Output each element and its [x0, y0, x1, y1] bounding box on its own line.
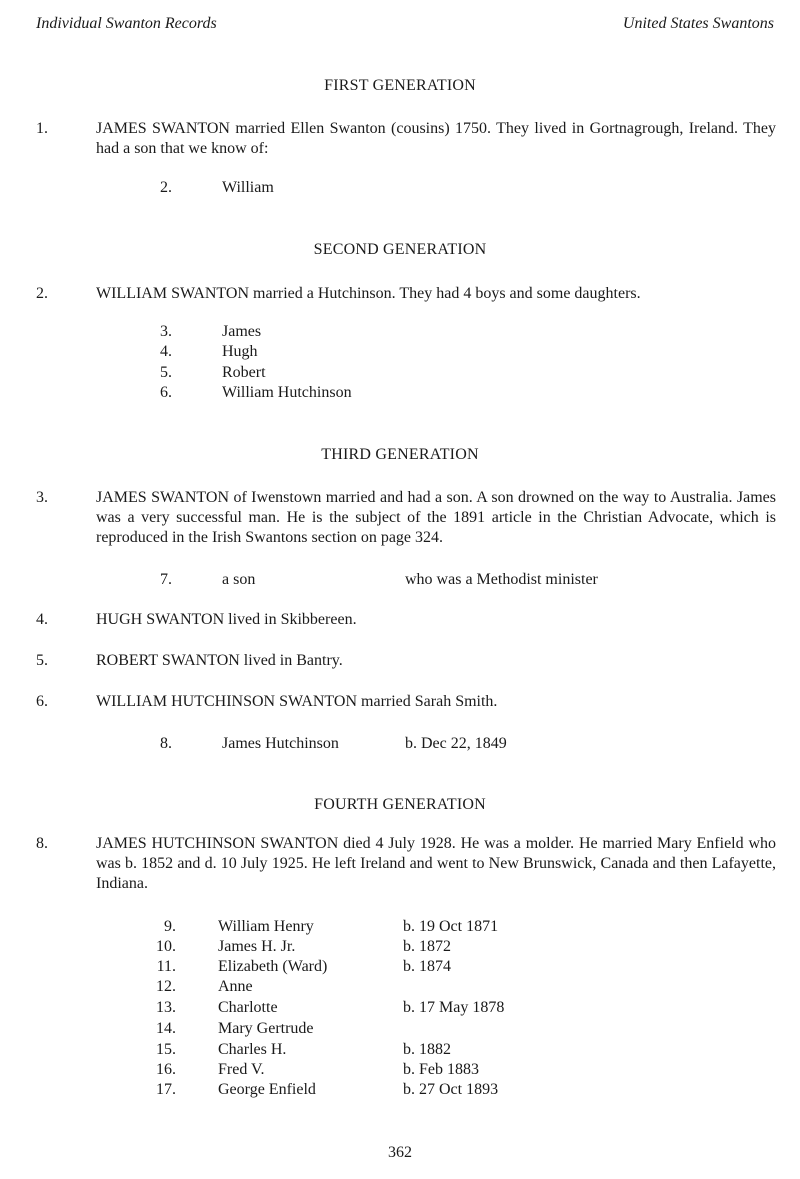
child-number: 16.: [156, 1061, 176, 1078]
child-name: Mary Gertrude: [218, 1020, 314, 1037]
entry-text: JAMES SWANTON married Ellen Swanton (cousins) 1750. They lived in Gortnagrough, Ireland. They had a son that we know of:: [96, 120, 776, 157]
child-name: James: [222, 323, 262, 340]
section-heading-third-generation: THIRD GENERATION: [321, 446, 479, 463]
entry-text: WILLIAM HUTCHINSON SWANTON married Sarah Smith.: [96, 693, 498, 710]
child-note: who was a Methodist minister: [405, 571, 598, 588]
child-number: 17.: [156, 1081, 176, 1098]
child-number: 2.: [160, 179, 172, 196]
section-heading-second-generation: SECOND GENERATION: [313, 241, 487, 258]
child-number: 7.: [160, 571, 172, 588]
child-name: William: [222, 179, 274, 196]
child-birth: b. 1882: [403, 1041, 451, 1058]
child-number: 5.: [160, 364, 172, 381]
child-name: James Hutchinson: [222, 735, 339, 752]
entry-number: 5.: [36, 652, 48, 669]
child-number: 12.: [156, 978, 176, 995]
child-number: 6.: [160, 384, 172, 401]
child-name: Charlotte: [218, 999, 278, 1016]
child-name: James H. Jr.: [218, 938, 296, 955]
entry-number: 2.: [36, 285, 48, 302]
entry-text: HUGH SWANTON lived in Skibbereen.: [96, 611, 357, 628]
child-name: a son: [222, 571, 256, 588]
running-header-right: United States Swantons: [622, 15, 774, 32]
entry-text: WILLIAM SWANTON married a Hutchinson. They had 4 boys and some daughters.: [96, 285, 641, 302]
child-name: Charles H.: [218, 1041, 287, 1058]
entry-text: JAMES HUTCHINSON SWANTON died 4 July 1928. He was a molder. He married Mary Enfield who was b. 1852 and d. 10 July 1925. He left Ireland and went to New Brunswick, Canada and then Lafayette, Indiana.: [96, 835, 776, 892]
child-birth: b. 1872: [403, 938, 451, 955]
entry-number: 3.: [36, 489, 48, 506]
child-name: William Hutchinson: [222, 384, 352, 401]
section-heading-fourth-generation: FOURTH GENERATION: [314, 796, 486, 813]
child-name: Fred V.: [218, 1061, 265, 1078]
child-number: 14.: [156, 1020, 176, 1037]
entry-number: 4.: [36, 611, 48, 628]
child-name: Elizabeth (Ward): [218, 958, 328, 975]
child-name: William Henry: [218, 918, 314, 935]
child-number: 4.: [160, 343, 172, 360]
child-birth: b. Feb 1883: [403, 1061, 479, 1078]
child-name: George Enfield: [218, 1081, 316, 1098]
page-number: 362: [388, 1144, 412, 1161]
child-birth: b. 17 May 1878: [403, 999, 505, 1016]
child-birth: b. Dec 22, 1849: [405, 735, 507, 752]
child-birth: b. 27 Oct 1893: [403, 1081, 499, 1098]
child-name: Hugh: [222, 343, 258, 360]
child-name: Robert: [222, 364, 266, 381]
child-number: 3.: [160, 323, 172, 340]
child-number: 11.: [156, 958, 176, 975]
child-number: 9.: [164, 918, 176, 935]
running-header-left: Individual Swanton Records: [36, 15, 217, 32]
entry-number: 8.: [36, 835, 48, 852]
child-name: Anne: [218, 978, 253, 995]
entry-number: 6.: [36, 693, 48, 710]
child-number: 8.: [160, 735, 172, 752]
child-number: 13.: [156, 999, 176, 1016]
child-number: 10.: [156, 938, 176, 955]
child-birth: b. 1874: [403, 958, 451, 975]
entry-text: ROBERT SWANTON lived in Bantry.: [96, 652, 343, 669]
entry-text: JAMES SWANTON of Iwenstown married and had a son. A son drowned on the way to Australia. James was a very successful man. He is the subject of the 1891 article in the Christian Advocate, which is reproduced in the Irish Swantons section on page 324.: [96, 489, 776, 546]
section-heading-first-generation: FIRST GENERATION: [324, 77, 476, 94]
child-birth: b. 19 Oct 1871: [403, 918, 499, 935]
entry-number: 1.: [36, 120, 48, 137]
child-number: 15.: [156, 1041, 176, 1058]
